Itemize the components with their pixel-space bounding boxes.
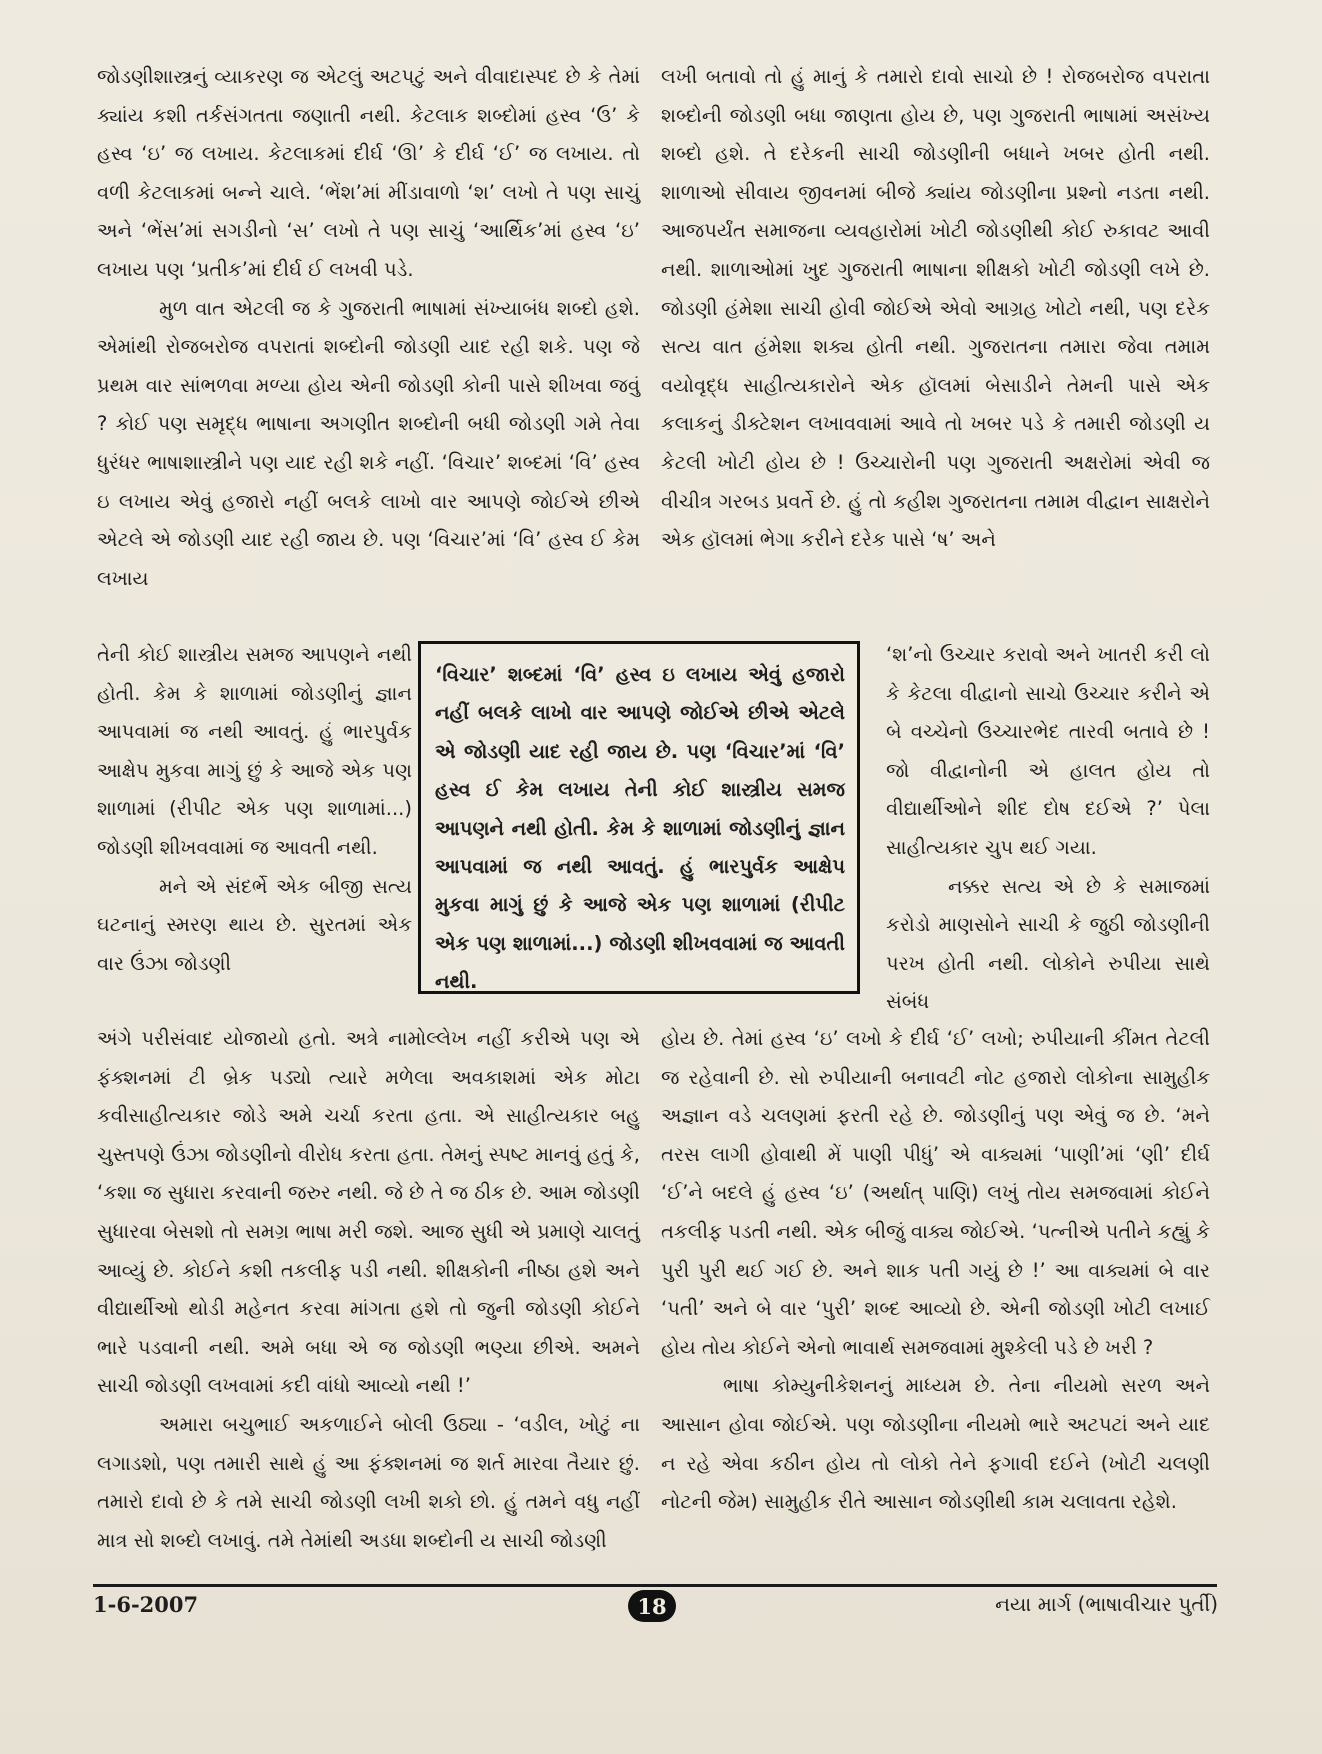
article-paragraph: અંગે પરીસંવાદ યોજાયો હતો. અત્રે નામોલ્લેખ નહીં કરીએ પણ એ ફંક્શનમાં ટી બ્રેક પડ્યો ત્યારે મળેલા અવકાશમાં એક મોટા કવીસાહીત્યકાર જોડે અમે ચર્ચા કરતા હતા. એ સાહીત્યકાર બહુ ચુસ્તપણે ઉંઝા જોડણીનો વીરોધ કરતા હતા. તેમનું સ્પષ્ટ માનવું હતું કે, ‘કશા જ સુધારા કરવાની જરુર નથી. જે છે તે જ ઠીક છે. આમ જોડણી સુધારવા બેસશો તો સમગ્ર ભાષા મરી જશે. આજ સુધી એ પ્રમાણે ચાલતું આવ્યું છે. કોઈને કશી તકલીફ પડી નથી. શીક્ષકોની નીષ્ઠા હશે અને વીદ્યાર્થીઓ થોડી મહેનત કરવા માંગતા હશે તો જુની જોડણી કોઈને ભારે પડવાની નથી. અમે બધા એ જ જોડણી ભણ્યા છીએ. અમને સાચી જોડણી લખવામાં કદી વાંધો આવ્યો નથી !’ [97, 1027, 640, 1398]
article-paragraph: તેની કોઈ શાસ્ત્રીય સમજ આપણને નથી હોતી. કેમ કે શાળામાં જોડણીનું જ્ઞાન આપવામાં જ નથી આવતું. હું ભારપુર્વક આક્ષેપ મુકવા માગું છું કે આજે એક પણ શાળામાં (રીપીટ એક પણ શાળામાં...) જોડણી શીખવવામાં જ આવતી નથી. [97, 643, 412, 859]
issue-date: 1-6-2007 [93, 1592, 199, 1617]
page-number-badge: 18 [628, 1590, 676, 1622]
article-left-lower-column [97, 1020, 640, 1560]
article-paragraph: અમારા બચુભાઈ અકળાઈને બોલી ઉઠ્યા - ‘વડીલ, ખોટું ના લગાડશો, પણ તમારી સાથે હું આ ફંક્શનમાં જ શર્ત મારવા તૈયાર છું. તમારો દાવો છે કે તમે સાચી જોડણી લખી શકો છો. હું તમને વધુ નહીં માત્ર સો શબ્દો લખાવું. તમે તેમાંથી અડધા શબ્દોની ય સાચી જોડણી [97, 1412, 640, 1552]
article-right-lower-column [661, 1020, 1210, 1522]
article-paragraph: ‘શ’નો ઉચ્ચાર કરાવો અને ખાતરી કરી લો કે કેટલા વીદ્વાનો સાચો ઉચ્ચાર કરીને એ બે વચ્ચેનો ઉચ્ચારભેદ તારવી બતાવે છે ! જો વીદ્વાનોની એ હાલત હોય તો વીદ્યાર્થીઓને શીદ દોષ દઈએ ?’ પેલા સાહીત્યકાર ચુપ થઈ ગયા. [886, 643, 1210, 859]
article-paragraph: જોડણીશાસ્ત્રનું વ્યાકરણ જ એટલું અટપટું અને વીવાદાસ્પદ છે કે તેમાં ક્યાંય કશી તર્કસંગતતા જણાતી નથી. કેટલાક શબ્દોમાં હસ્વ ‘ઉ’ કે હસ્વ ‘ઇ’ જ લખાય. કેટલાકમાં દીર્ઘ ‘ઊ’ કે દીર્ઘ ‘ઈ’ જ લખાય. તો વળી કેટલાકમાં બન્ને ચાલે. ‘ભેંશ’માં મીંડાવાળો ‘શ’ લખો તે પણ સાચું અને ‘ભેંસ’માં સગડીનો ‘સ’ લખો તે પણ સાચું ‘આર્થિક’માં હસ્વ ‘ઇ’ લખાય પણ ‘પ્રતીક’માં દીર્ઘ ઈ લખવી પડે. [97, 65, 640, 281]
pull-quote-text: ‘વિચાર’ શબ્દમાં ‘વિ’ હસ્વ ઇ લખાય એવું હજારો નહીં બલકે લાખો વાર આપણે જોઈએ છીએ એટલે એ જોડણી યાદ રહી જાય છે. પણ ‘વિચાર’માં ‘વિ’ હસ્વ ઈ કેમ લખાય તેની કોઈ શાસ્ત્રીય સમજ આપણને નથી હોતી. કેમ કે શાળામાં જોડણીનું જ્ઞાન આપવામાં જ નથી આવતું. હું ભારપુર્વક આક્ષેપ મુકવા માગું છું કે આજે એક પણ શાળામાં (રીપીટ એક પણ શાળામાં...) જોડણી શીખવવામાં જ આવતી નથી. [435, 663, 845, 994]
footer-divider [93, 1584, 1217, 1587]
article-paragraph: હોય છે. તેમાં હસ્વ ‘ઇ’ લખો કે દીર્ઘ ‘ઈ’ લખો; રુપીયાની કીંમત તેટલી જ રહેવાની છે. સો રુપીયાની બનાવટી નોટ હજારો લોકોના સામુહીક અજ્ઞાન વડે ચલણમાં ફરતી રહે છે. જોડણીનું પણ એવું જ છે. ‘મને તરસ લાગી હોવાથી મેં પાણી પીધું’ એ વાક્યમાં ‘પાણી’માં ‘ણી’ દીર્ઘ ‘ઈ’ને બદલે હું હસ્વ ‘ઇ’ (અર્થાત્ પાણિ) લખું તોય સમજવામાં કોઈને તકલીફ પડતી નથી. એક બીજું વાક્ય જોઈએ. ‘પત્નીએ પતીને કહ્યું કે પુરી પુરી થઈ ગઈ છે. અને શાક પતી ગયું છે !’ આ વાક્યમાં બે વાર ‘પતી’ અને બે વાર ‘પુરી’ શબ્દ આવ્યો છે. એની જોડણી ખોટી લખાઈ હોય તોય કોઈને એનો ભાવાર્થ સમજવામાં મુશ્કેલી પડે છે ખરી ? [661, 1027, 1210, 1359]
article-paragraph: મુળ વાત એટલી જ કે ગુજરાતી ભાષામાં સંખ્યાબંધ શબ્દો હશે. એમાંથી રોજબરોજ વપરાતાં શબ્દોની જોડણી યાદ રહી શકે. પણ જે પ્રથમ વાર સાંભળવા મળ્યા હોય એની જોડણી કોની પાસે શીખવા જવું ? કોઈ પણ સમૃદ્ધ ભાષાના અગણીત શબ્દોની બધી જોડણી ગમે તેવા ધુરંધર ભાષાશાસ્ત્રીને પણ યાદ રહી શકે નહીં. ‘વિચાર’ શબ્દમાં ‘વિ’ હસ્વ ઇ લખાય એવું હજારો નહીં બલકે લાખો વાર આપણે જોઈએ છીએ એટલે એ જોડણી યાદ રહી જાય છે. પણ ‘વિચાર’માં ‘વિ’ હસ્વ ઈ કેમ લખાય [97, 296, 640, 590]
article-right-narrow-column [886, 636, 1210, 1022]
article-right-column [661, 58, 1210, 560]
article-paragraph: નક્કર સત્ય એ છે કે સમાજમાં કરોડો માણસોને સાચી કે જુઠી જોડણીની પરખ હોતી નથી. લોકોને રુપીયા સાથે સંબંધ [886, 874, 1210, 1014]
article-paragraph: લખી બતાવો તો હું માનું કે તમારો દાવો સાચો છે ! રોજબરોજ વપરાતા શબ્દોની જોડણી બધા જાણતા હોય છે, પણ ગુજરાતી ભાષામાં અસંખ્ય શબ્દો હશે. તે દરેકની સાચી જોડણીની બધાને ખબર હોતી નથી. શાળાઓ સીવાય જીવનમાં બીજે ક્યાંય જોડણીના પ્રશ્નો નડતા નથી. આજપર્યંત સમાજના વ્યવહારોમાં ખોટી જોડણીથી કોઈ રુકાવટ આવી નથી. શાળાઓમાં ખુદ ગુજરાતી ભાષાના શીક્ષકો ખોટી જોડણી લખે છે. જોડણી હંમેશા સાચી હોવી જોઈએ એવો આગ્રહ ખોટો નથી, પણ દરેક સત્ય વાત હંમેશા શક્ય હોતી નથી. ગુજરાતના તમારા જેવા તમામ વયોવૃદ્ધ સાહીત્યકારોને એક હૉલમાં બેસાડીને તેમની પાસે એક કલાકનું ડીક્ટેશન લખાવવામાં આવે તો ખબર પડે કે તમારી જોડણી ય કેટલી ખોટી હોય છે ! ઉચ્ચારોની પણ ગુજરાતી અક્ષરોમાં એવી જ વીચીત્ર ગરબડ પ્રવર્તે છે. હું તો કહીશ ગુજરાતના તમામ વીદ્વાન સાક્ષરોને એક હૉલમાં ભેગા કરીને દરેક પાસે ‘ષ’ અને [661, 65, 1210, 552]
article-left-narrow-column [97, 636, 412, 983]
article-left-column [97, 58, 640, 598]
pull-quote-box [418, 641, 860, 994]
article-paragraph: ભાષા કોમ્યુનીકેશનનું માધ્યમ છે. તેના નીયમો સરળ અને આસાન હોવા જોઈએ. પણ જોડણીના નીયમો ભારે અટપટાં અને યાદ ન રહે એવા કઠીન હોય તો લોકો તેને ફગાવી દઈને (ખોટી ચલણી નોટની જેમ) સામુહીક રીતે આસાન જોડણીથી કામ ચલાવતા રહેશે. [661, 1374, 1210, 1514]
publication-name: નયા માર્ગ (ભાષાવીચાર પુર્તી) [995, 1592, 1218, 1616]
article-paragraph: મને એ સંદર્ભે એક બીજી સત્ય ઘટનાનું સ્મરણ થાય છે. સુરતમાં એક વાર ઉંઝા જોડણી [97, 874, 412, 975]
